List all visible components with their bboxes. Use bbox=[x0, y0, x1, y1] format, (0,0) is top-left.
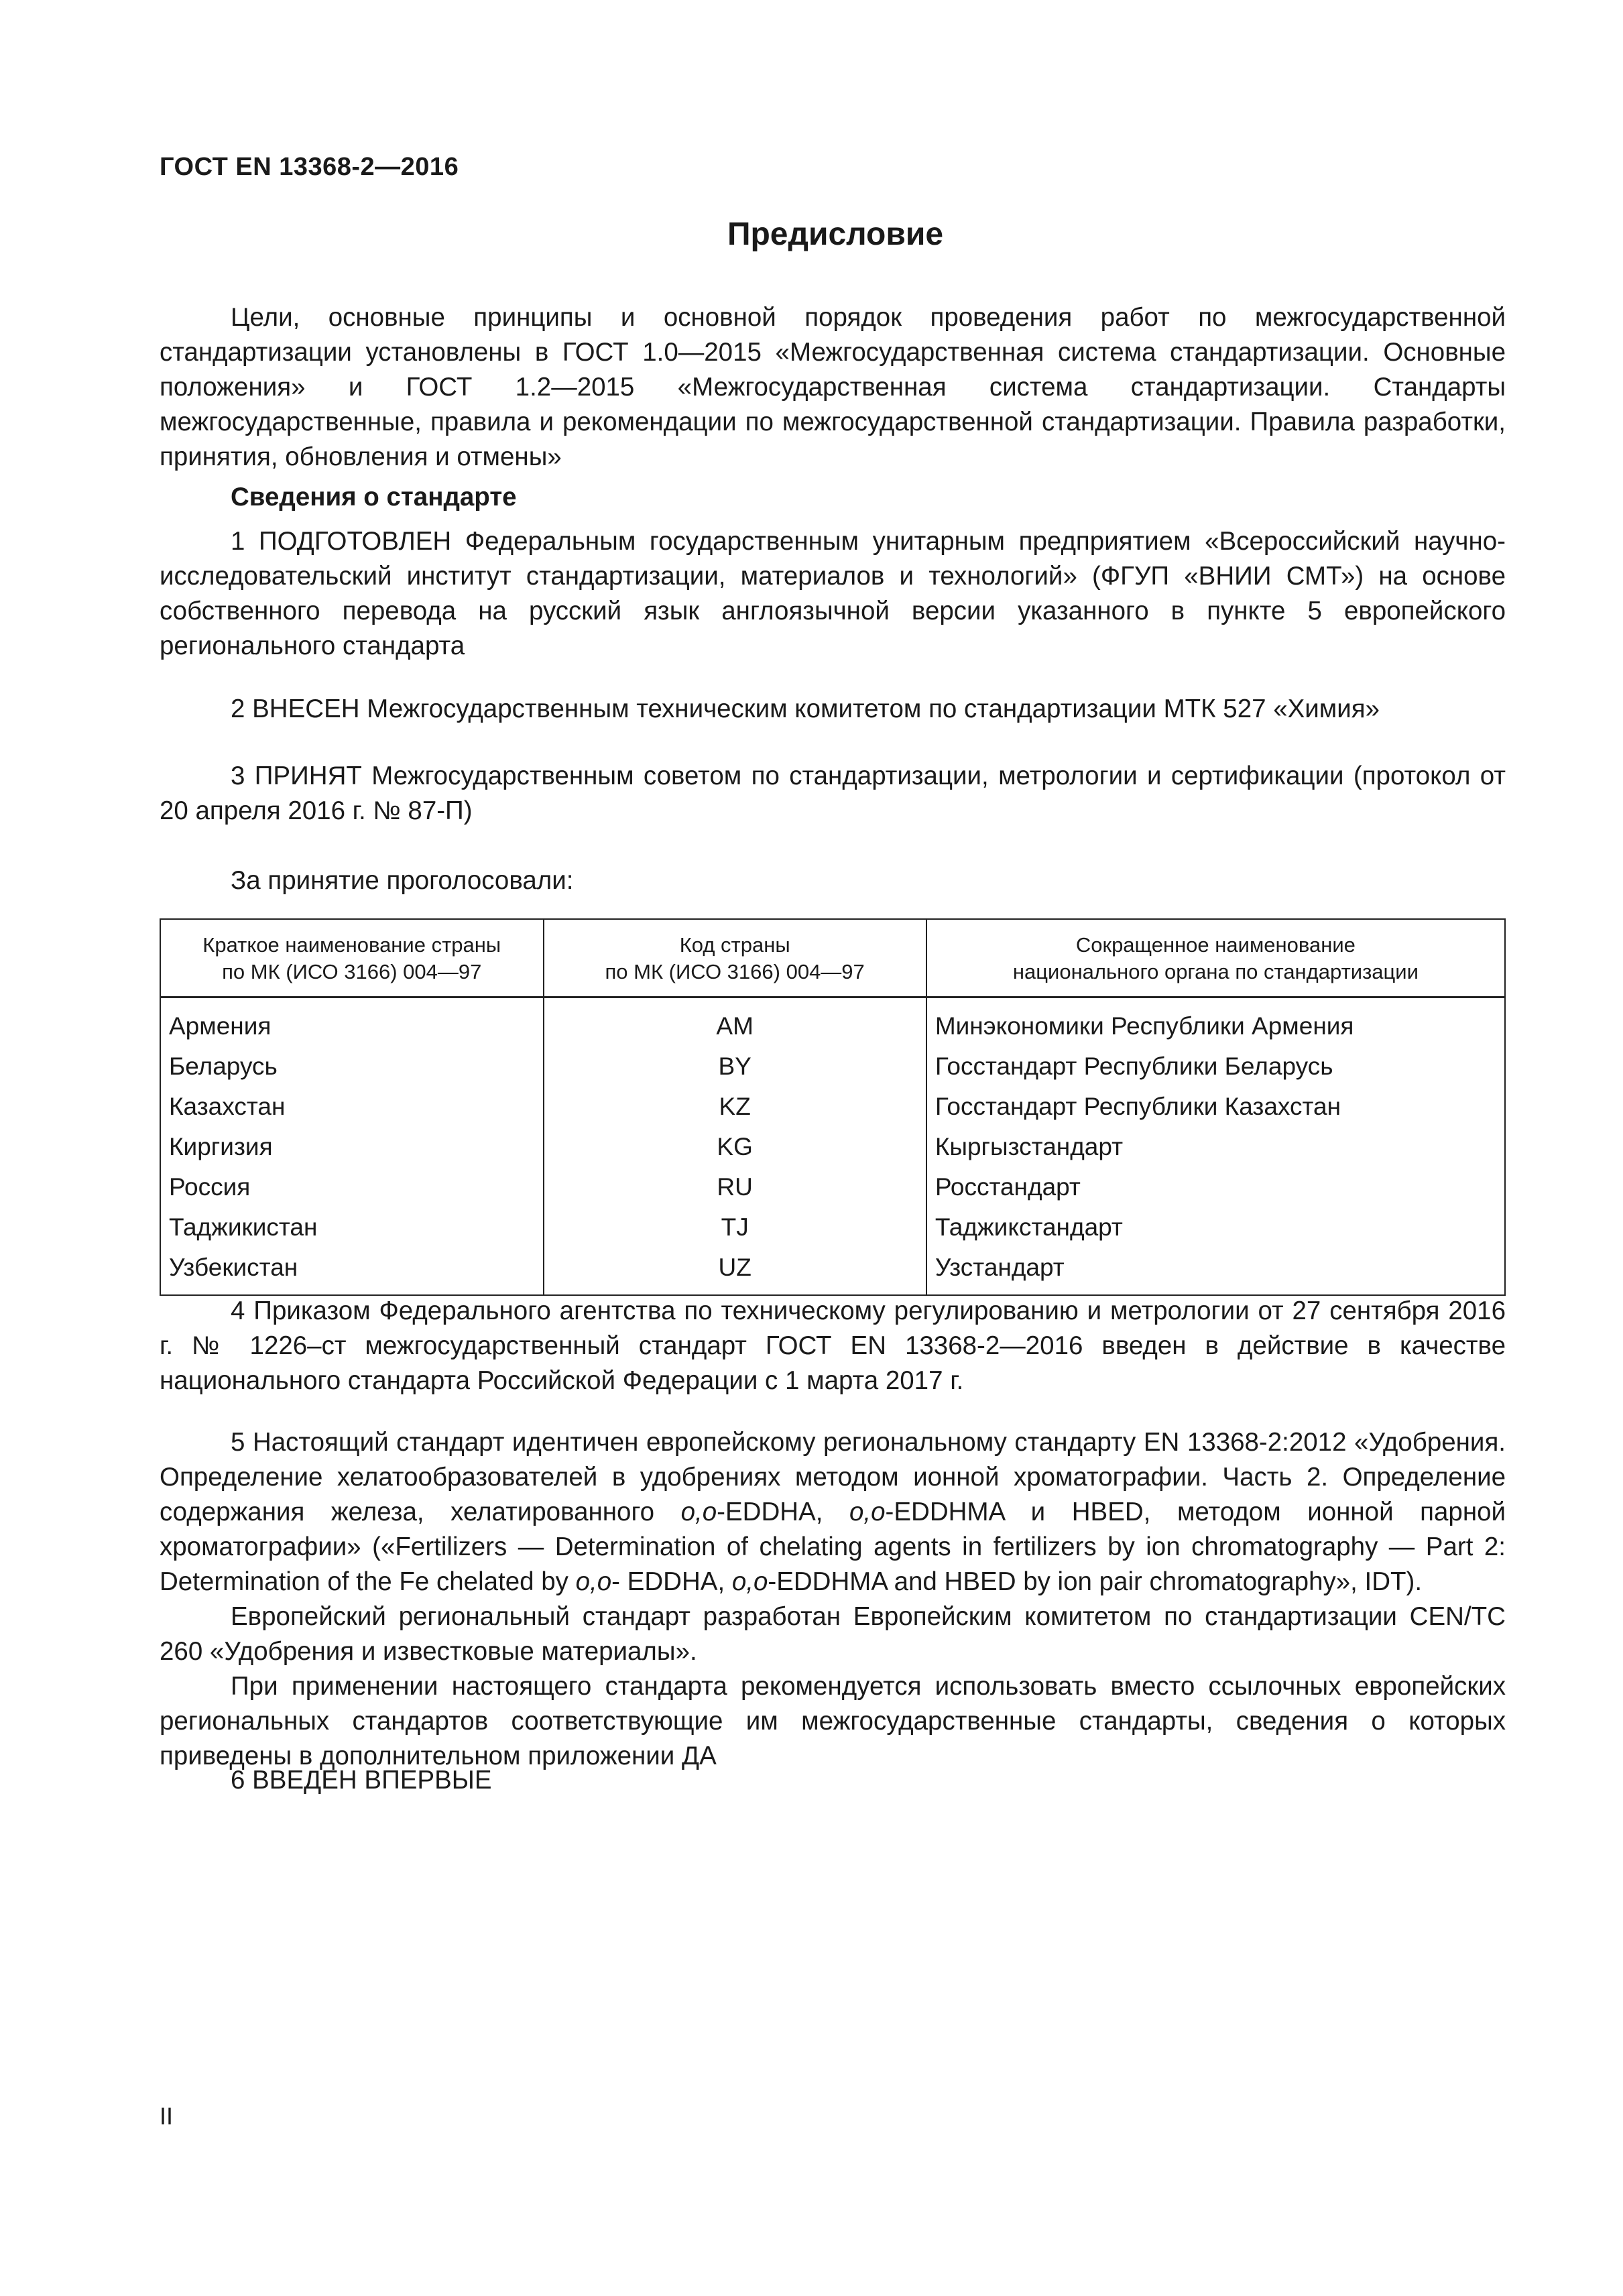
standard-info-heading: Сведения о стандарте bbox=[231, 483, 517, 511]
code-cell: KZ bbox=[544, 1087, 926, 1127]
column-header-body: Сокращенное наименование национального органа по стандартизации bbox=[926, 919, 1505, 998]
column-header-code: Код страны по МК (ИСО 3166) 004—97 bbox=[544, 919, 926, 998]
code-cell: RU bbox=[544, 1167, 926, 1207]
item-3-paragraph: 3 ПРИНЯТ Межгосударственным советом по стандартизации, метрологии и сертификации (протокол от 20 апреля 2016 г. № 87-П) bbox=[160, 762, 1506, 825]
item-5-cen-paragraph: Европейский региональный стандарт разработан Европейским комитетом по стандартизации CEN/TC 260 «Удобрения и известковые материалы». bbox=[160, 1602, 1506, 1666]
item-1-paragraph: 1 ПОДГОТОВЛЕН Федеральным государственным унитарным предприятием «Всероссийский научно-исследовательский институт стандартизации, материалов и технологий» (ФГУП «ВНИИ СМТ») на основе собственного перевода на русский язык англоязычной версии указанного в пункте 5 европейского регионального стандарта bbox=[160, 527, 1506, 660]
body-cell: Кыргызстандарт bbox=[926, 1127, 1505, 1167]
country-cell: Узбекистан bbox=[160, 1248, 544, 1295]
country-cell: Россия bbox=[160, 1167, 544, 1207]
column-header-country: Краткое наименование страны по МК (ИСО 3166) 004—97 bbox=[160, 919, 544, 998]
body-cell: Госстандарт Республики Казахстан bbox=[926, 1087, 1505, 1127]
body-cell: Узстандарт bbox=[926, 1248, 1505, 1295]
voting-countries-table bbox=[160, 918, 1506, 1296]
table-row bbox=[160, 998, 1505, 1047]
page-number: II bbox=[160, 2102, 174, 2130]
table-row bbox=[160, 1167, 1505, 1207]
table-row bbox=[160, 1046, 1505, 1087]
document-header: ГОСТ EN 13368-2—2016 bbox=[160, 153, 459, 181]
country-cell: Армения bbox=[160, 998, 544, 1047]
table-row bbox=[160, 1087, 1505, 1127]
country-cell: Киргизия bbox=[160, 1127, 544, 1167]
body-cell: Госстандарт Республики Беларусь bbox=[926, 1046, 1505, 1087]
intro-paragraph: Цели, основные принципы и основной порядок проведения работ по межгосударственной стандартизации установлены в ГОСТ 1.0—2015 «Межгосударственная система стандартизации. Основные положения» и ГОСТ 1.2—2015 «Межгосударственная система стандартизации. Стандарты межгосударственные, правила и рекомендации по межгосударственной стандартизации. Правила разработки, принятия, обновления и отмены» bbox=[160, 303, 1506, 471]
code-cell: KG bbox=[544, 1127, 926, 1167]
code-cell: UZ bbox=[544, 1248, 926, 1295]
table-row bbox=[160, 1207, 1505, 1248]
item-5-section bbox=[160, 1425, 1506, 1774]
table-row bbox=[160, 1127, 1505, 1167]
country-cell: Таджикистан bbox=[160, 1207, 544, 1248]
body-cell: Росстандарт bbox=[926, 1167, 1505, 1207]
country-cell: Беларусь bbox=[160, 1046, 544, 1087]
code-cell: TJ bbox=[544, 1207, 926, 1248]
code-cell: BY bbox=[544, 1046, 926, 1087]
body-cell: Минэкономики Республики Армения bbox=[926, 998, 1505, 1047]
item-5-paragraph: 5 Настоящий стандарт идентичен европейскому региональному стандарту EN 13368-2:2012 «Удобрения. Определение хелатообразователей в удобрениях методом ионной хроматографии. Часть 2. Определение содержания железа, хелатированного o,o-EDDHA, o,o-EDDHMA и HBED, методом ионной парной хроматографии» («Fertilizers — Determination of chelating agents in fertilizers by ion chromatography — Part 2: Determination of the Fe chelated by o,o- EDDHA, o,o-EDDHMA and HBED by ion pair chromatography», IDT). bbox=[160, 1428, 1506, 1596]
item-4-paragraph: 4 Приказом Федерального агентства по техническому регулированию и метрологии от 27 сентября 2016 г. № 1226–ст межгосударственный стандарт ГОСТ EN 13368-2—2016 введен в действие в качестве национального стандарта Российской Федерации с 1 марта 2017 г. bbox=[160, 1296, 1506, 1395]
item-2-paragraph: 2 ВНЕСЕН Межгосударственным техническим комитетом по стандартизации МТК 527 «Химия» bbox=[231, 694, 1380, 723]
code-cell: AM bbox=[544, 998, 926, 1047]
table-header-row bbox=[160, 919, 1505, 998]
page-title: Предисловие bbox=[727, 217, 944, 252]
item-6-paragraph: 6 ВВЕДЕН ВПЕРВЫЕ bbox=[231, 1766, 492, 1795]
country-cell: Казахстан bbox=[160, 1087, 544, 1127]
vote-label: За принятие проголосовали: bbox=[231, 866, 574, 895]
item-5-reference-paragraph: При применении настоящего стандарта рекомендуется использовать вместо ссылочных европейских региональных стандартов соответствующие им межгосударственные стандарты, сведения о которых приведены в дополнительном приложении ДА bbox=[160, 1672, 1506, 1770]
table-row bbox=[160, 1248, 1505, 1295]
body-cell: Таджикстандарт bbox=[926, 1207, 1505, 1248]
